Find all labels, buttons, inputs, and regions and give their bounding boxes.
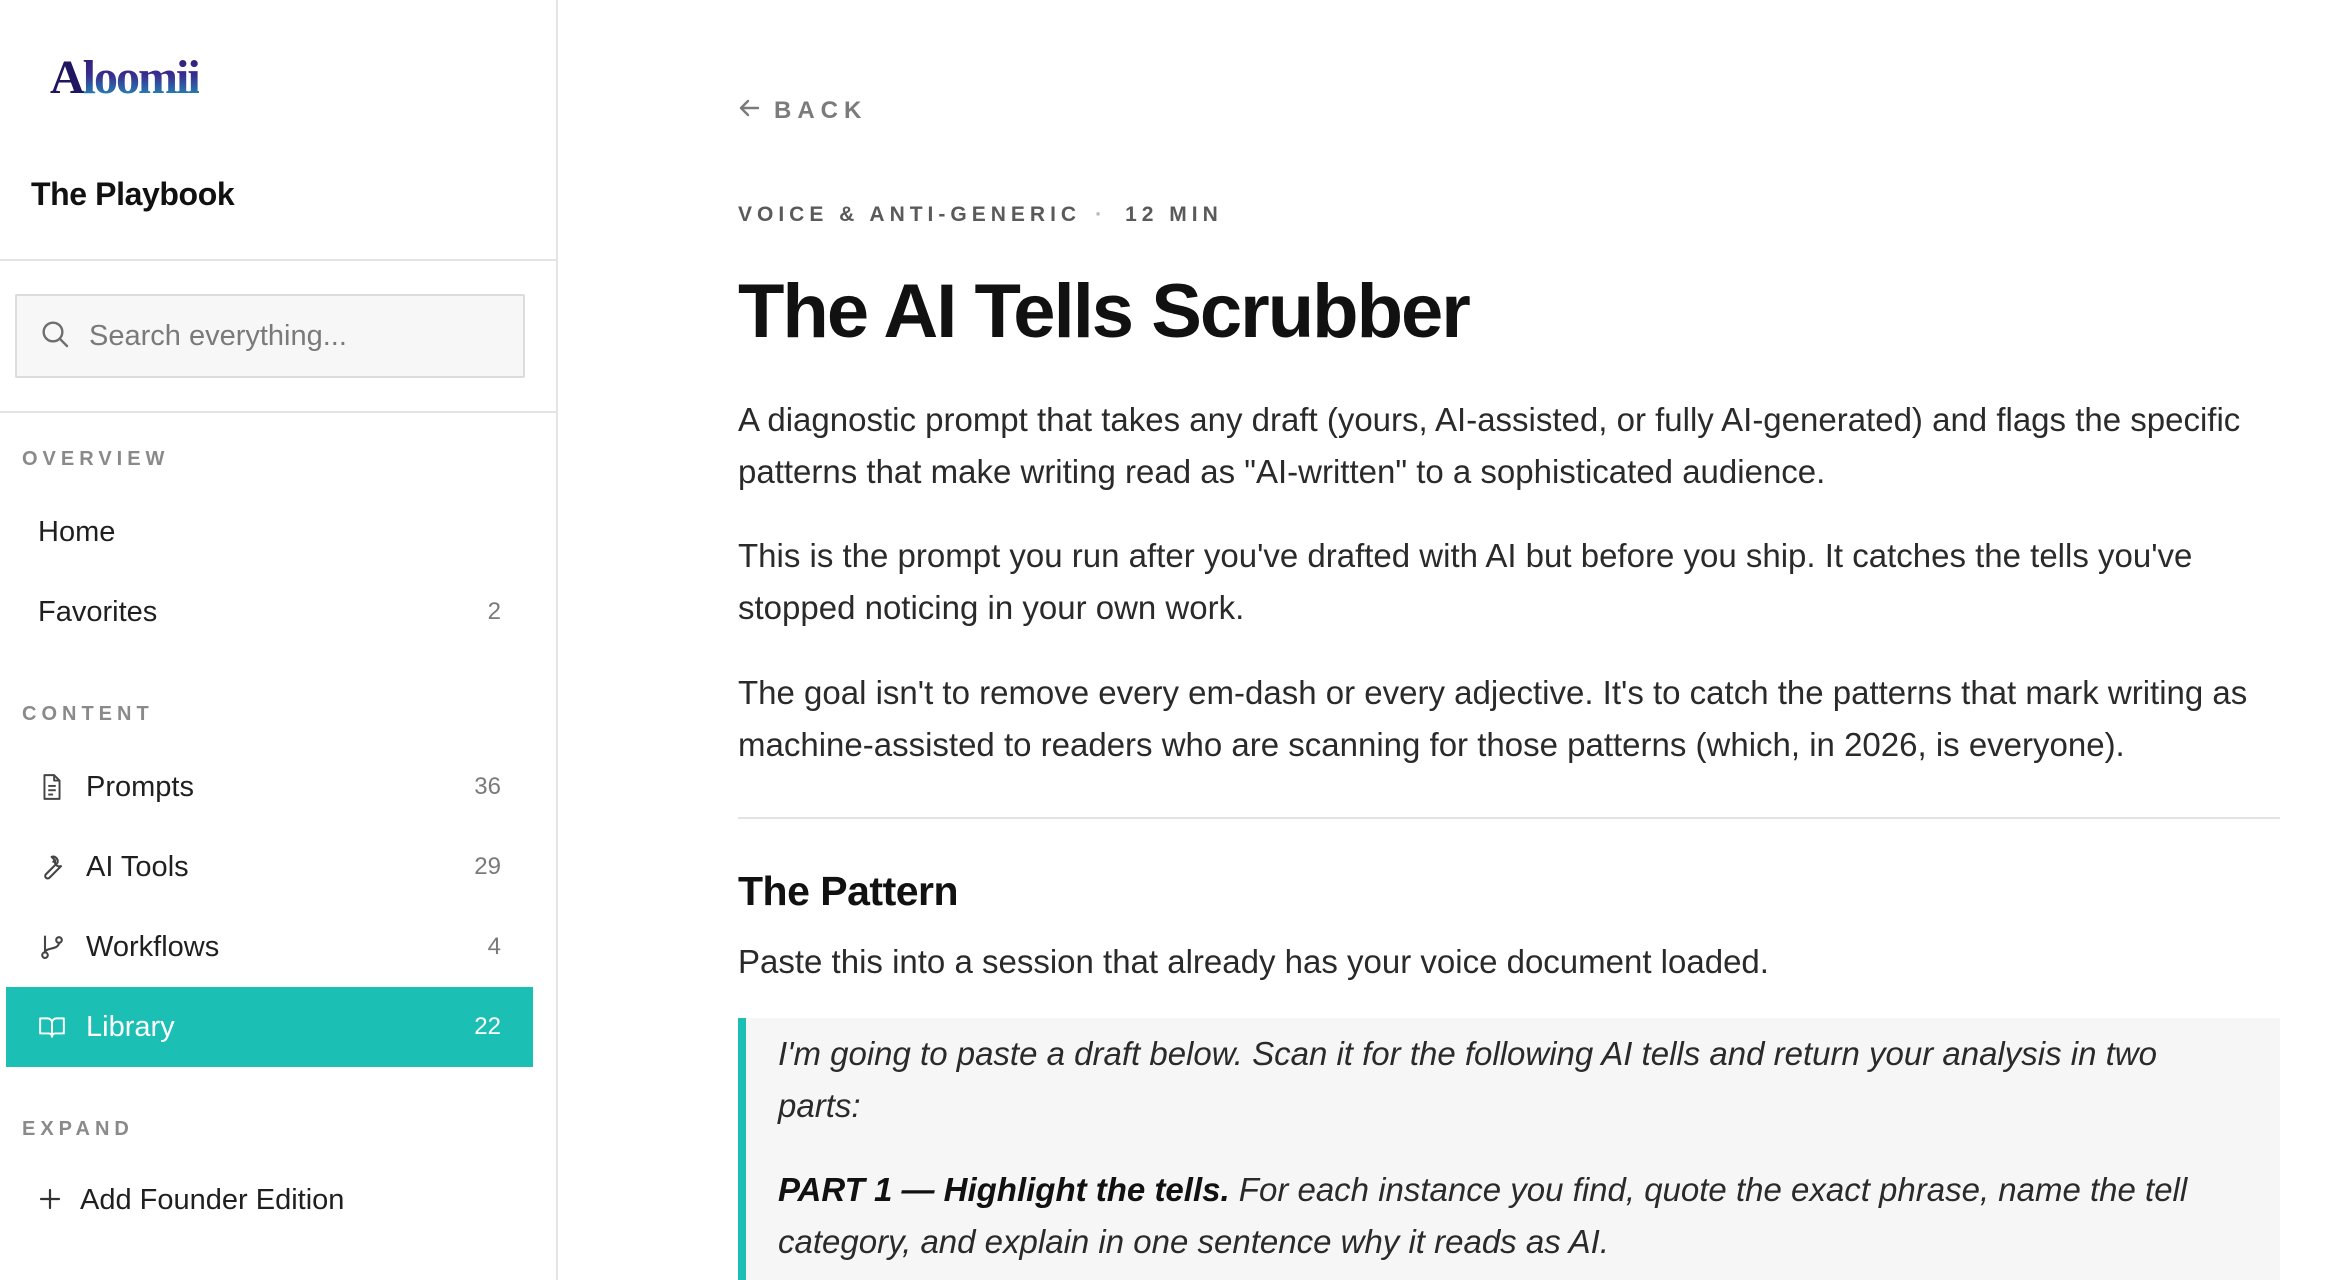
brand-header	[0, 0, 556, 261]
search-icon	[39, 318, 71, 355]
sidebar-item-label: Workflows	[86, 930, 220, 963]
search-area	[0, 261, 556, 413]
playbook-title: The Playbook	[31, 176, 235, 212]
prompt-part1	[778, 1164, 2240, 1268]
search-input[interactable]	[89, 320, 509, 353]
prompt-blockquote	[738, 1018, 2280, 1280]
sidebar-item-ai-tools[interactable]	[6, 827, 533, 907]
plus-icon	[38, 1183, 62, 1217]
article-title: The AI Tells Scrubber	[738, 269, 1469, 354]
prompt-line: I'm going to paste a draft below. Scan it for the following AI tells and return your analysis in two parts:	[778, 1035, 2157, 1124]
sidebar-item-count: 2	[487, 598, 501, 625]
article-meta	[738, 203, 1223, 227]
sidebar-item-count: 4	[487, 933, 501, 960]
sidebar-item-home[interactable]	[6, 492, 533, 572]
logo-initial: A	[50, 51, 83, 104]
search-box[interactable]	[15, 294, 525, 378]
category-label: VOICE & ANTI-GENERIC	[738, 203, 1082, 226]
intro-paragraph: A diagnostic prompt that takes any draft (yours, AI-assisted, or fully AI-generated) and flags the specific patterns that make writing read as "AI-written" to a sophisticated audience.	[738, 401, 2241, 490]
sidebar	[0, 0, 558, 1280]
back-label: BACK	[774, 97, 868, 124]
add-founder-edition-label: Add Founder Edition	[80, 1183, 345, 1216]
sidebar-item-label: Prompts	[86, 770, 194, 803]
prompt-part1-heading: PART 1 — Highlight the tells.	[778, 1171, 1230, 1208]
sidebar-item-label: AI Tools	[86, 850, 189, 883]
branch-icon	[38, 933, 66, 961]
prompt-part1-text: For each instance you find, quote the exact phrase, name the tell category, and explain in one sentence why it reads as AI.	[778, 1171, 2188, 1260]
divider	[738, 817, 2280, 819]
sidebar-item-count: 36	[474, 773, 501, 800]
sidebar-item-label: Home	[38, 515, 116, 548]
sidebar-item-favorites[interactable]	[6, 572, 533, 652]
book-open-icon	[38, 1013, 66, 1041]
section-intro: Paste this into a session that already has your voice document loaded.	[738, 943, 1769, 980]
meta-separator: ·	[1095, 203, 1108, 226]
sidebar-item-library[interactable]	[6, 987, 533, 1067]
wrench-icon	[38, 853, 66, 881]
body-paragraph: This is the prompt you run after you've drafted with AI but before you ship. It catches the tells you've stopped noticing in your own work.	[738, 537, 2193, 626]
section-label-expand: EXPAND	[22, 1118, 134, 1140]
article-main	[738, 0, 2280, 1280]
logo[interactable]	[50, 51, 199, 104]
section-heading: The Pattern	[738, 868, 959, 914]
section-label-content: CONTENT	[22, 703, 154, 725]
sidebar-item-count: 22	[474, 1013, 501, 1040]
sidebar-item-label: Favorites	[38, 595, 158, 628]
read-time: 12 MIN	[1125, 203, 1223, 226]
sidebar-item-label: Library	[86, 1010, 175, 1043]
logo-wordmark: loomii	[82, 51, 199, 104]
body-paragraph: The goal isn't to remove every em-dash or every adjective. It's to catch the patterns that mark writing as machine-assisted to readers who are scanning for those patterns (which, in 2026, is everyone).	[738, 674, 2248, 763]
back-link[interactable]	[738, 97, 867, 125]
sidebar-item-count: 29	[474, 853, 501, 880]
arrow-left-icon	[738, 97, 774, 125]
sidebar-item-workflows[interactable]	[6, 907, 533, 987]
sidebar-item-prompts[interactable]	[6, 747, 533, 827]
document-icon	[38, 773, 66, 801]
add-founder-edition-button[interactable]	[6, 1160, 533, 1240]
section-label-overview: OVERVIEW	[22, 448, 170, 470]
